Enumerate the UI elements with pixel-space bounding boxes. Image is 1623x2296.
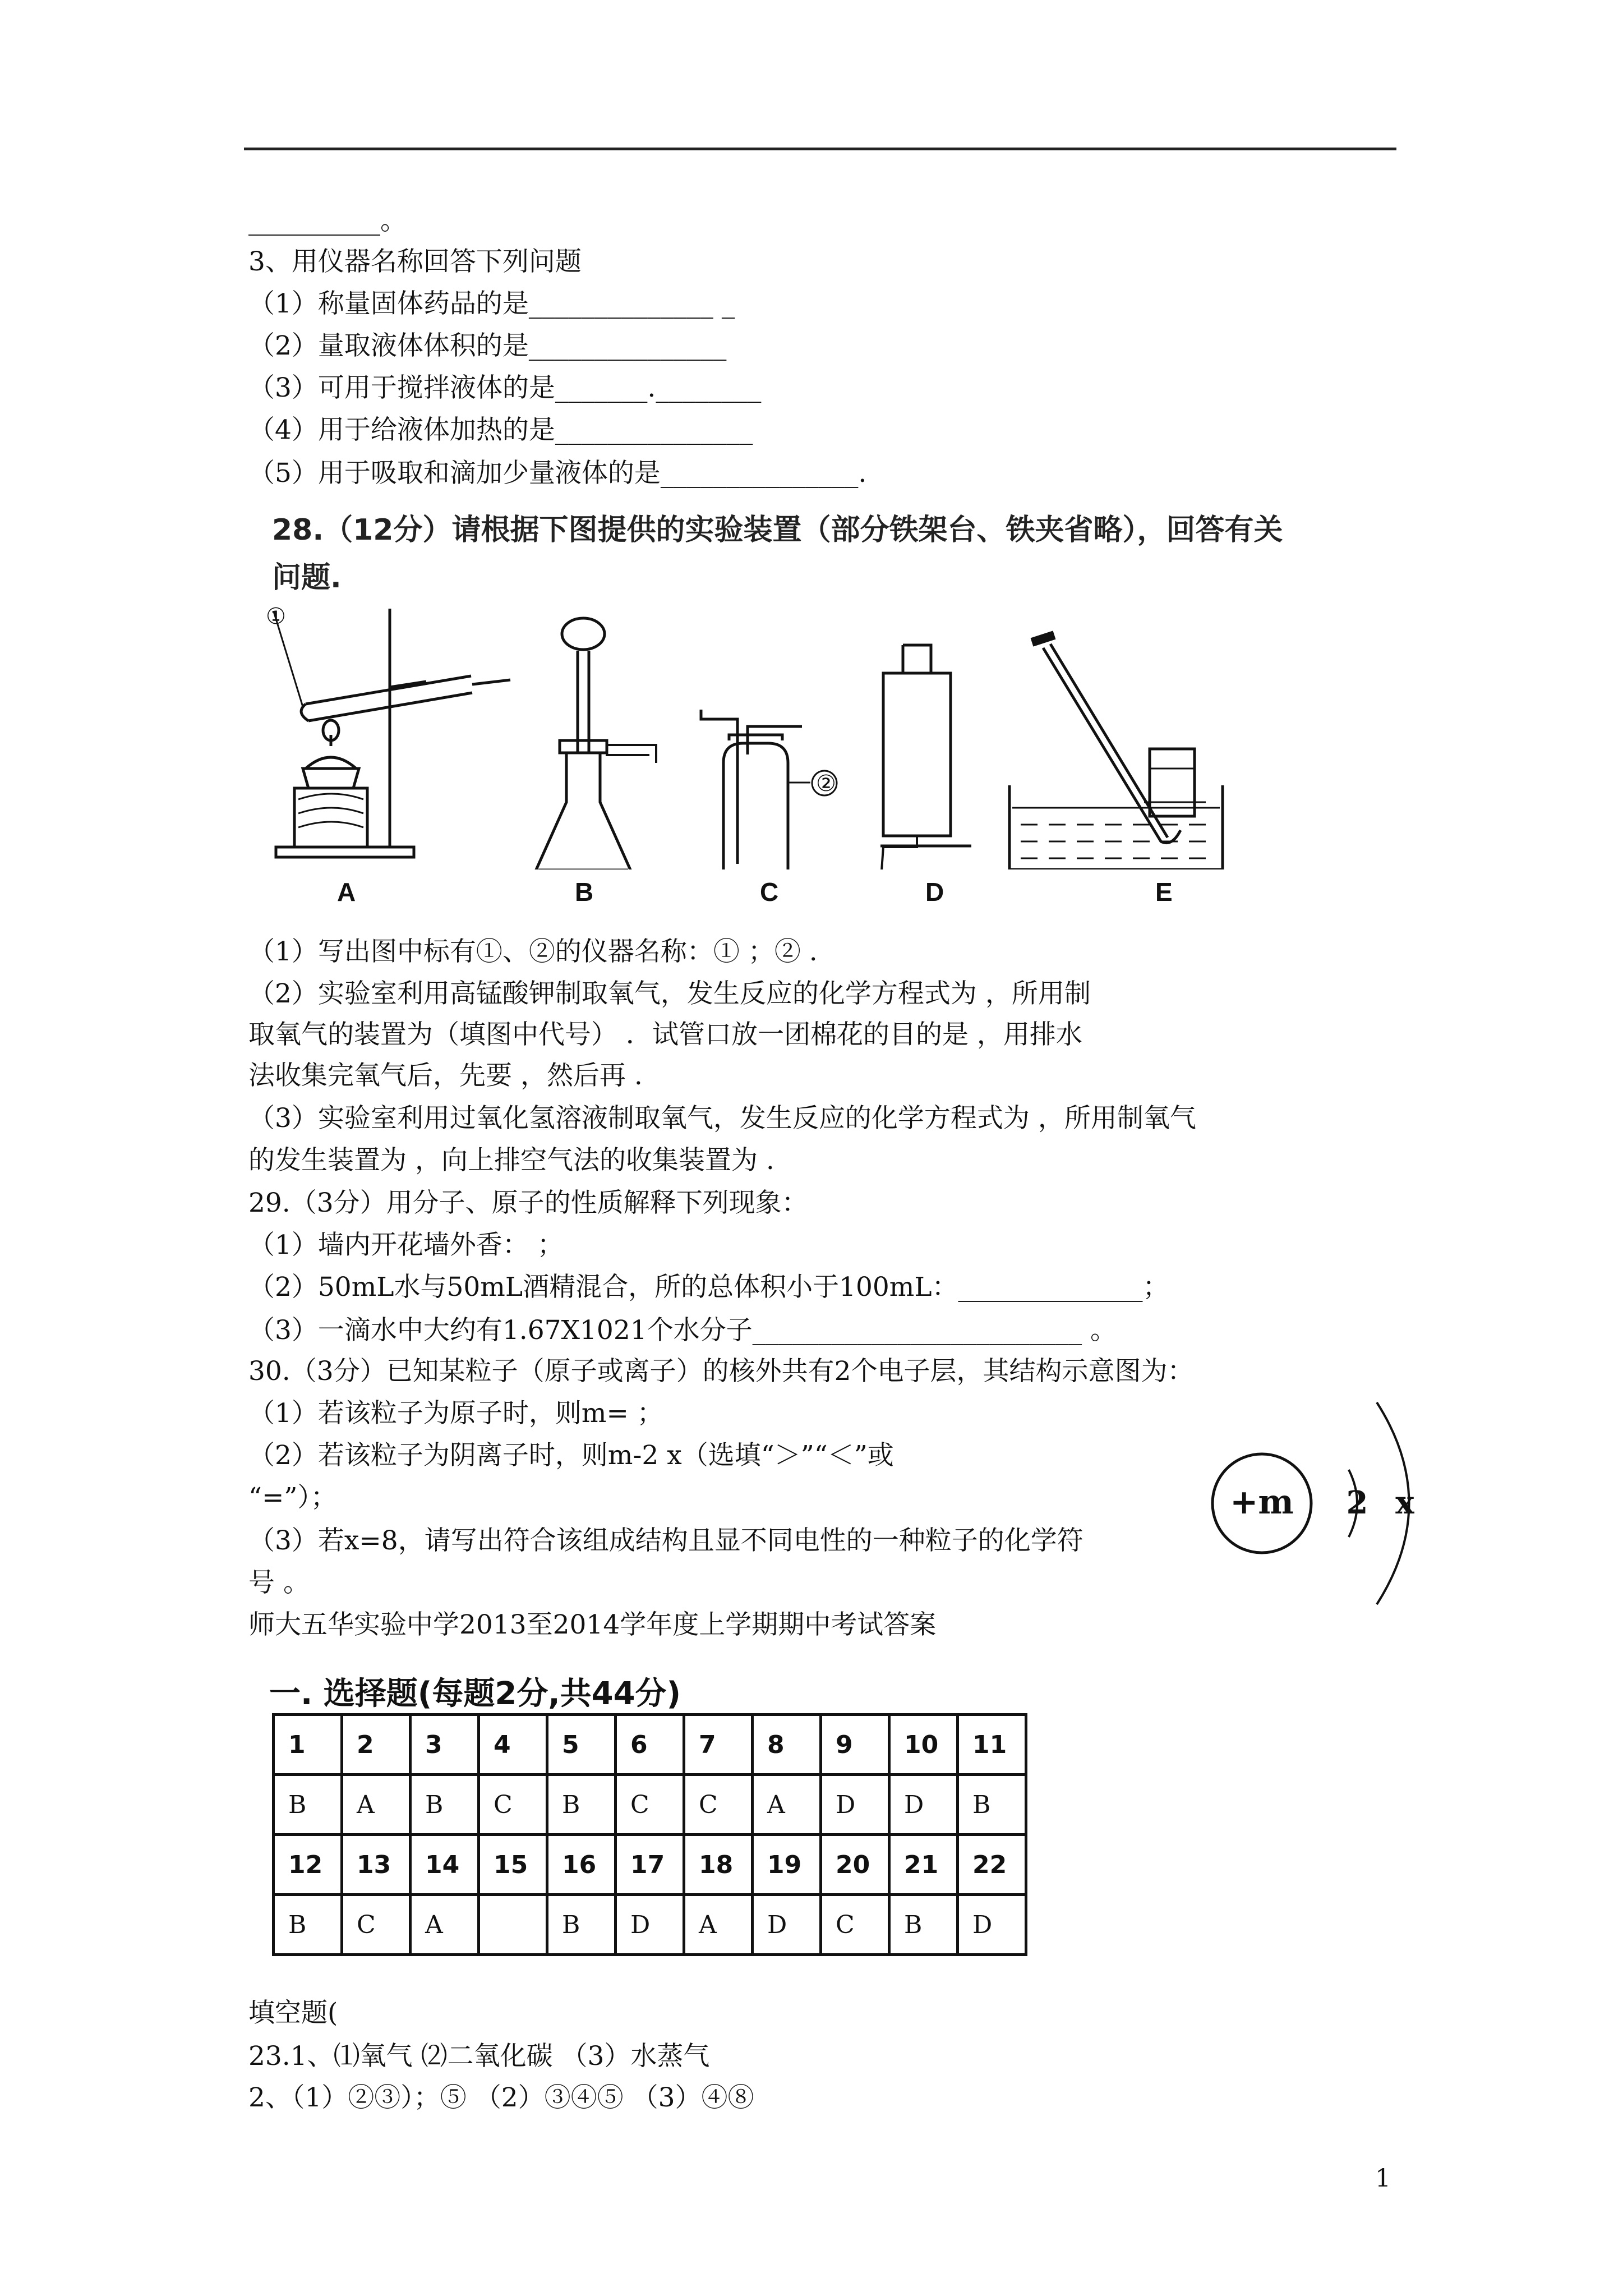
table-cell: D <box>889 1775 958 1835</box>
table-cell: 9 <box>821 1715 889 1775</box>
atom-structure-diagram <box>1206 1391 1430 1616</box>
table-row <box>274 1715 1026 1775</box>
table-cell: 7 <box>684 1715 753 1775</box>
question-30: 30.（3分）已知某粒子（原子或离子）的核外共有2个电子层，其结构示意图为： <box>248 1356 1194 1387</box>
table-cell: B <box>547 1895 616 1955</box>
page-number: 1 <box>1375 2164 1391 2193</box>
table-cell: 12 <box>274 1835 342 1895</box>
apparatus-label-d: D <box>925 877 944 907</box>
table-cell: C <box>821 1895 889 1955</box>
table-row <box>274 1775 1026 1835</box>
question-28-2: （2）实验室利用高锰酸钾制取氧气，发生反应的化学方程式为 ，所用制 <box>248 978 1091 1009</box>
table-cell: C <box>342 1895 411 1955</box>
answer-23-2: 2、（1）②③）；⑤ （2）③④⑤ （3）④⑧ <box>248 2082 754 2113</box>
blank-line: __________。 <box>248 205 407 236</box>
table-cell: B <box>274 1895 342 1955</box>
table-cell: 6 <box>616 1715 684 1775</box>
question-28-title: 28.（12分）请根据下图提供的实验装置（部分铁架台、铁夹省略），回答有关 <box>272 513 1283 547</box>
table-cell: B <box>889 1895 958 1955</box>
apparatus-a <box>274 609 510 857</box>
table-cell: A <box>342 1775 411 1835</box>
mark-1: ① <box>266 604 286 629</box>
question-29-3: （3）一滴水中大约有1.67X1021个水分子_________________________ 。 <box>248 1315 1117 1346</box>
table-cell: 3 <box>411 1715 479 1775</box>
atom-shell-2: x <box>1395 1484 1414 1521</box>
table-cell: 19 <box>753 1835 821 1895</box>
apparatus-b <box>530 618 656 869</box>
question-30-1: （1）若该粒子为原子时，则m= ； <box>248 1398 663 1429</box>
question-29-2: （2）50mL水与50mL酒精混合，所的总体积小于100mL：______________； <box>248 1272 1169 1303</box>
table-cell: 16 <box>547 1835 616 1895</box>
table-cell: 21 <box>889 1835 958 1895</box>
question-28-title-cont: 问题. <box>272 561 342 595</box>
mark-2: ② <box>816 771 836 797</box>
answer-23: 23.1、⑴氧气 ⑵二氧化碳 （3）水蒸气 <box>248 2041 710 2072</box>
question-28-2-cont2: 法收集完氧气后，先要 ，然后再 . <box>248 1060 643 1091</box>
apparatus-label-e: E <box>1155 877 1173 907</box>
apparatus-label-c: C <box>760 877 779 907</box>
table-cell: 11 <box>958 1715 1026 1775</box>
table-row <box>274 1895 1026 1955</box>
apparatus-e <box>1009 635 1223 869</box>
apparatus-label-a: A <box>337 877 356 907</box>
table-cell: 1 <box>274 1715 342 1775</box>
table-cell <box>479 1895 547 1955</box>
fill-in-title: 填空题( <box>248 1998 338 2028</box>
table-cell: 5 <box>547 1715 616 1775</box>
header-rule <box>244 148 1396 150</box>
question-3-3: （3）可用于搅拌液体的是_______.________ <box>248 372 762 403</box>
table-cell: 17 <box>616 1835 684 1895</box>
table-cell: 15 <box>479 1835 547 1895</box>
question-28-3-cont: 的发生装置为 ，向上排空气法的收集装置为 . <box>248 1145 774 1176</box>
answer-title: 师大五华实验中学2013至2014学年度上学期期中考试答案 <box>248 1609 937 1640</box>
apparatus-d <box>880 645 971 869</box>
table-cell: 14 <box>411 1835 479 1895</box>
question-29-1: （1）墙内开花墙外香： ； <box>248 1230 564 1260</box>
apparatus-label-b: B <box>575 877 594 907</box>
table-cell: 2 <box>342 1715 411 1775</box>
table-cell: C <box>684 1775 753 1835</box>
table-cell: 13 <box>342 1835 411 1895</box>
table-cell: D <box>616 1895 684 1955</box>
question-3-4: （4）用于给液体加热的是_______________ <box>248 415 753 445</box>
question-3-2: （2）量取液体体积的是_______________ <box>248 330 727 361</box>
table-cell: 10 <box>889 1715 958 1775</box>
question-28-3: （3）实验室利用过氧化氢溶液制取氧气，发生反应的化学方程式为 ，所用制氧气 <box>248 1103 1196 1134</box>
table-cell: A <box>753 1775 821 1835</box>
table-cell: D <box>753 1895 821 1955</box>
question-3-5: （5）用于吸取和滴加少量液体的是_______________. <box>248 458 867 489</box>
question-28-2-cont: 取氧气的装置为（填图中代号） ．试管口放一团棉花的目的是 ，用排水 <box>248 1019 1082 1050</box>
answer-table <box>272 1713 1027 1956</box>
table-cell: B <box>547 1775 616 1835</box>
table-cell: D <box>958 1895 1026 1955</box>
table-cell: 20 <box>821 1835 889 1895</box>
table-cell: B <box>411 1775 479 1835</box>
table-row <box>274 1835 1026 1895</box>
apparatus-figure <box>264 600 1301 869</box>
table-cell: A <box>684 1895 753 1955</box>
question-30-2: （2）若该粒子为阴离子时，则m-2 x（选填“＞”“＜”或 <box>248 1440 894 1471</box>
table-cell: C <box>616 1775 684 1835</box>
table-cell: B <box>274 1775 342 1835</box>
question-30-3: （3）若x=8，请写出符合该组成结构且显不同电性的一种粒子的化学符 <box>248 1525 1083 1556</box>
atom-shell-1: 2 <box>1346 1484 1368 1521</box>
question-3: 3、用仪器名称回答下列问题 <box>248 246 582 277</box>
table-cell: 4 <box>479 1715 547 1775</box>
table-cell: 18 <box>684 1835 753 1895</box>
table-cell: D <box>821 1775 889 1835</box>
question-28-1: （1）写出图中标有①、②的仪器名称：① ；② . <box>248 936 818 967</box>
table-cell: B <box>958 1775 1026 1835</box>
atom-nucleus: +m <box>1230 1483 1294 1522</box>
question-29: 29.（3分）用分子、原子的性质解释下列现象： <box>248 1188 808 1218</box>
table-cell: C <box>479 1775 547 1835</box>
table-cell: 22 <box>958 1835 1026 1895</box>
table-cell: 8 <box>753 1715 821 1775</box>
question-3-1: （1）称量固体药品的是______________ _ <box>248 288 735 319</box>
section-1-title: 一. 选择题(每题2分,共44分) <box>269 1676 681 1712</box>
question-30-3-cont: 号 。 <box>248 1567 310 1598</box>
table-cell: A <box>411 1895 479 1955</box>
question-30-2-cont: “=”）； <box>248 1482 337 1513</box>
